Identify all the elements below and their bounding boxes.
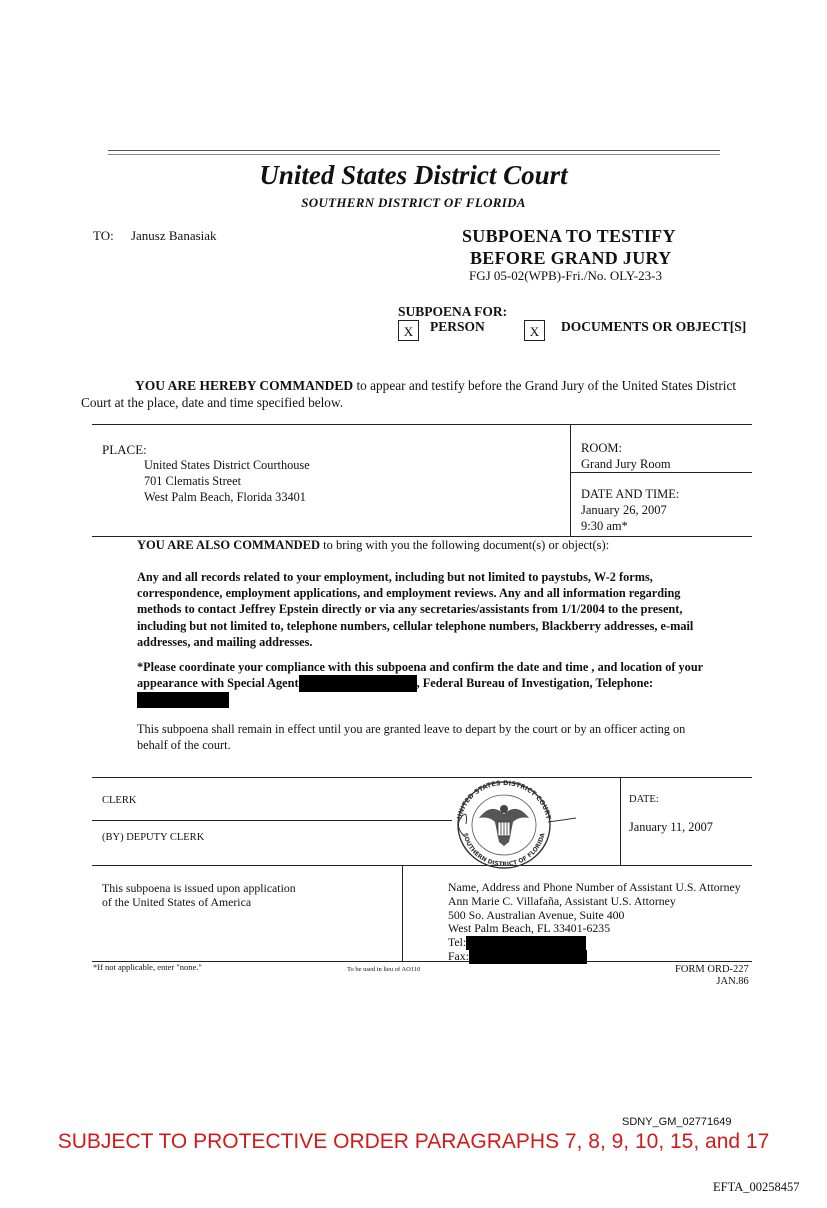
bates-stamp: SDNY_GM_02771649 xyxy=(622,1116,732,1128)
seal-bottom-text: SOUTHERN DISTRICT OF FLORIDA xyxy=(461,832,547,869)
place-table-divider xyxy=(570,424,571,536)
place-table-top xyxy=(92,424,752,425)
header-rule-bottom xyxy=(108,154,720,155)
attorney-address1: 500 So. Australian Avenue, Suite 400 xyxy=(448,907,625,922)
command-lead: YOU ARE HEREBY COMMANDED xyxy=(135,378,354,393)
form-number xyxy=(675,964,749,988)
fax-label: Fax: xyxy=(448,949,469,964)
header-rule-top xyxy=(108,150,720,151)
issued-text xyxy=(102,881,296,909)
recipient-name: Janusz Banasiak xyxy=(130,228,217,243)
attorney-fax xyxy=(448,950,741,964)
footnote-none: *If not applicable, enter "none." xyxy=(93,962,202,972)
date-time-label: DATE AND TIME: xyxy=(581,487,680,501)
signature-bottom-rule xyxy=(92,865,752,866)
date-time-cell xyxy=(581,486,679,534)
person-checkbox: X xyxy=(398,320,419,341)
room-cell xyxy=(581,440,671,472)
place-table-bottom xyxy=(92,536,752,537)
room-label: ROOM: xyxy=(581,441,622,455)
phone-redaction xyxy=(137,692,229,708)
remain-paragraph: This subpoena shall remain in effect until you are granted leave to depart by the court or by an officer acting on behalf of the court. xyxy=(137,722,686,752)
issuance-divider xyxy=(402,865,403,961)
attorney-heading: Name, Address and Phone Number of Assistant U.S. Attorney xyxy=(448,880,741,894)
deputy-clerk-label: (BY) DEPUTY CLERK xyxy=(102,832,205,843)
person-label: PERSON xyxy=(430,319,485,334)
place-line3: West Palm Beach, Florida 33401 xyxy=(144,490,306,504)
signature-date-divider xyxy=(620,777,621,865)
attorney-address2: West Palm Beach, FL 33401-6235 xyxy=(448,921,611,936)
coordinate-paragraph xyxy=(137,659,717,708)
documents-checkbox: X xyxy=(524,320,545,341)
documents-label: DOCUMENTS OR OBJECT[S] xyxy=(561,319,747,334)
place-address xyxy=(144,457,310,505)
command-text: to appear and testify before the Grand Jury of the United States District Court at the place, date and time specified below. xyxy=(81,378,737,410)
to-label: TO: xyxy=(93,228,114,243)
subpoena-title-line1: SUBPOENA TO TESTIFY xyxy=(462,226,676,246)
room-value: Grand Jury Room xyxy=(581,457,671,471)
attorney-block xyxy=(448,881,741,964)
court-title: United States District Court xyxy=(259,160,568,190)
agent-redaction xyxy=(299,675,417,692)
also-text: to bring with you the following document(s) or object(s): xyxy=(320,538,610,552)
issue-date-label: DATE: xyxy=(629,794,659,805)
command-paragraph xyxy=(81,377,751,411)
issued-line2: of the United States of America xyxy=(102,895,252,909)
subpoena-number: FGJ 05-02(WPB)-Fri./No. OLY-23-3 xyxy=(469,268,662,283)
form-date: JAN.86 xyxy=(716,976,749,987)
issued-line1: This subpoena is issued upon application xyxy=(102,881,296,895)
recipient xyxy=(93,228,217,244)
time-value: 9:30 am* xyxy=(581,519,628,533)
date-value: January 26, 2007 xyxy=(581,503,667,517)
deputy-rule xyxy=(92,820,452,821)
tel-label: Tel: xyxy=(448,935,467,950)
signature-top-rule xyxy=(92,777,752,778)
records-paragraph: Any and all records related to your employment, including but not limited to paystubs, W-2 forms, correspondence, employment applications, and employment reviews. Any and all information regarding methods to contact Jeffrey Epstein directly or via any secretaries/assistants from 1/1/2004 to the present, including but not limited to, telephone numbers, cellular telephone numbers, Blackberry addresses, e-mail addresses, and mailing addresses. xyxy=(137,570,694,649)
seal-top-text: UNITED STATES DISTRICT COURT xyxy=(455,780,553,821)
footnote-ao110: To be used in lieu of AO110 xyxy=(347,966,421,973)
room-bottom-rule xyxy=(570,472,752,473)
efta-stamp: EFTA_00258457 xyxy=(713,1180,800,1194)
place-line1: United States District Courthouse xyxy=(144,458,310,472)
attorney-name: Ann Marie C. Villafaña, Assistant U.S. Attorney xyxy=(448,893,676,908)
clerk-label: CLERK xyxy=(102,795,137,806)
clerk-signature-icon xyxy=(448,806,588,846)
fax-redaction xyxy=(469,950,587,964)
tel-redaction xyxy=(466,936,586,950)
place-label: PLACE: xyxy=(102,442,147,457)
attorney-tel xyxy=(448,936,741,950)
form-id: FORM ORD-227 xyxy=(675,964,749,975)
district-name: SOUTHERN DISTRICT OF FLORIDA xyxy=(301,195,526,210)
subpoena-for-label: SUBPOENA FOR: xyxy=(398,304,508,319)
coordinate-text-2: , Federal Bureau of Investigation, Telephone: xyxy=(416,676,654,691)
also-lead: YOU ARE ALSO COMMANDED xyxy=(137,538,320,552)
subpoena-title-line2: BEFORE GRAND JURY xyxy=(470,248,672,268)
coordinate-text-1: *Please coordinate your compliance with this subpoena and confirm the date and time , and location of your appearance with Special Agent xyxy=(137,660,703,691)
protective-order-stamp: SUBJECT TO PROTECTIVE ORDER PARAGRAPHS 7, 8, 9, 10, 15, and 17 xyxy=(57,1130,770,1153)
also-commanded xyxy=(137,538,609,553)
place-line2: 701 Clematis Street xyxy=(144,474,241,488)
issue-date-value: January 11, 2007 xyxy=(629,820,713,834)
